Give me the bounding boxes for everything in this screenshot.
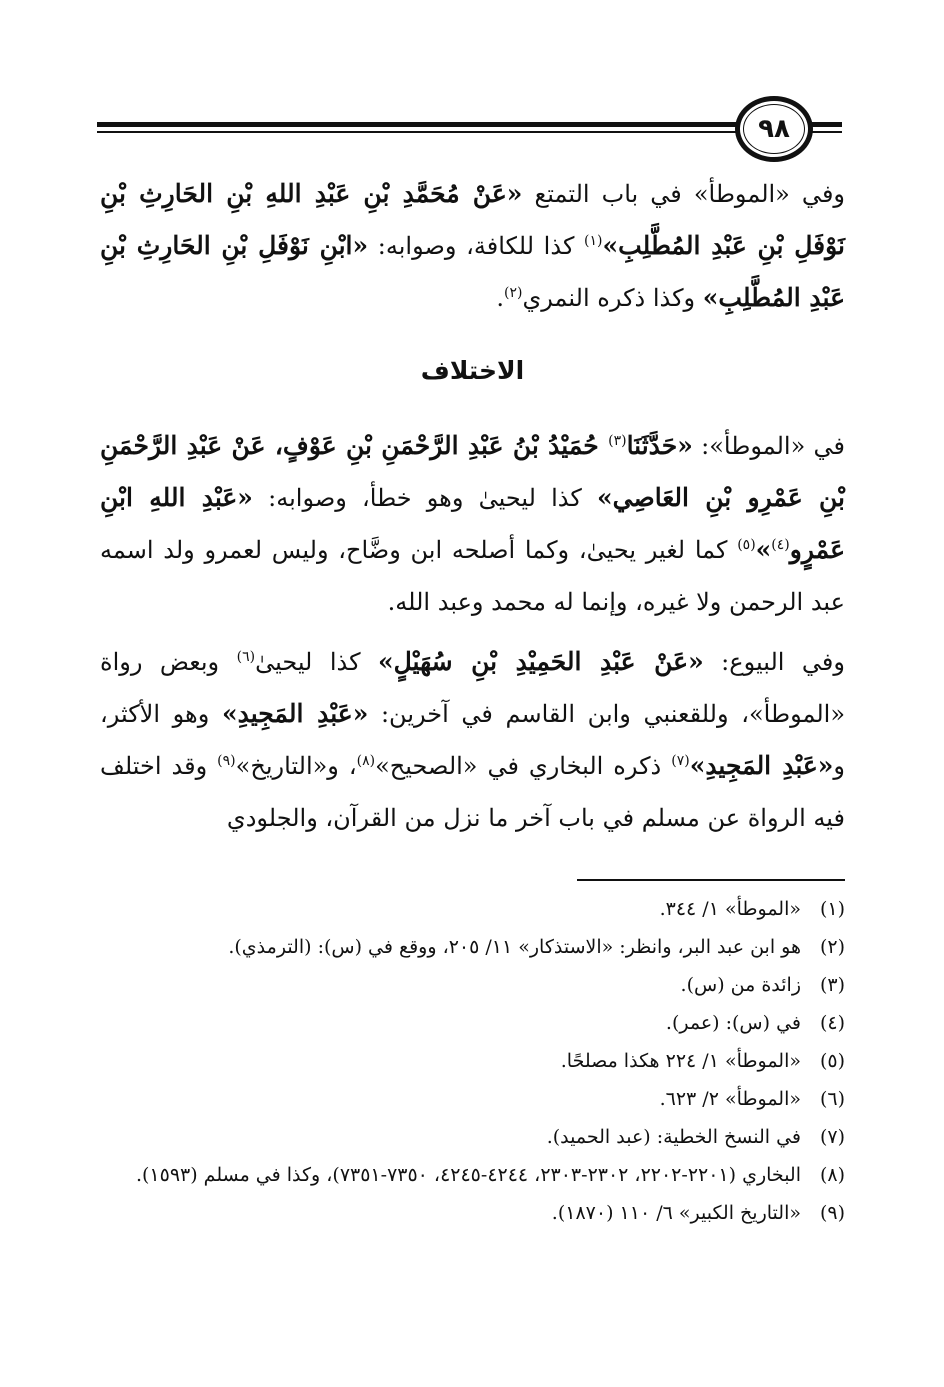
footnote-number: (٧) [819, 1126, 845, 1148]
footnote-ref: (٣) [608, 433, 627, 449]
quoted-hadith: «عَنْ عَبْدِ الحَمِيْدِ بْنِ سُهَيْلٍ» [378, 647, 704, 676]
footnote-item [100, 966, 845, 1004]
footnote-ref: (٧) [671, 753, 690, 769]
footnote-text: في النسخ الخطية: (عبد الحميد). [546, 1126, 801, 1148]
footnote-text: زائدة من (س). [680, 974, 801, 996]
footnote-item [100, 1118, 845, 1156]
text-run: وكذا ذكره النمري [522, 284, 703, 312]
main-text-2 [100, 420, 845, 844]
footnote-item [100, 1194, 845, 1232]
paragraph-3 [100, 636, 845, 844]
text-run: كذا ليحيىٰ وهو خطأ، وصوابه: [252, 484, 598, 512]
quoted-hadith: «عَبْدِ المَجِيدِ» [689, 751, 834, 780]
footnote-text: البخاري (٢٢٠١-٢٢٠٢، ٢٣٠٢-٢٣٠٣، ٤٢٤٤-٤٢٤٥، ٧٣٥٠-٧٣٥١)، وكذا في مسلم (١٥٩٣). [135, 1164, 801, 1186]
footnote-text: «التاريخ الكبير» ٦/ ١١٠ (١٨٧٠). [551, 1202, 801, 1224]
footnote-item [100, 1004, 845, 1042]
footnote-text: «الموطأ» ٢/ ٦٢٣. [659, 1088, 801, 1110]
footnotes-list [100, 890, 845, 1232]
footnote-separator [577, 879, 845, 881]
quoted-hadith: «ابْنِ نَوْفَلِ بْنِ الحَارِثِ بْنِ عَبْدِ المُطَّلِبِ» [100, 231, 845, 312]
footnote-number: (٥) [819, 1050, 845, 1072]
footnote-ref: (١) [584, 233, 603, 249]
header-rule-thick [97, 122, 739, 127]
text-run: ، و«التاريخ» [235, 752, 357, 780]
quoted-hadith: «عَبْدِ المَجِيدِ» [221, 699, 369, 728]
footnote-item [100, 890, 845, 928]
header-rule-thin [97, 131, 739, 133]
text-run: وقد اختلف فيه الرواة عن مسلم في باب آخر ما نزل من القرآن، والجلودي [100, 752, 845, 832]
page-number: ٩٨ [758, 114, 790, 144]
footnote-number: (٤) [819, 1012, 845, 1034]
quoted-hadith: «عَبْدِ اللهِ ابْنِ عَمْرٍو [100, 483, 845, 564]
header-rule-right-thick [810, 122, 842, 127]
quoted-hadith: » [755, 535, 772, 564]
footnote-number: (١) [819, 898, 845, 920]
footnote-item [100, 1042, 845, 1080]
footnote-text: هو ابن عبد البر، وانظر: «الاستذكار» ١١/ ٢٠٥، ووقع في (س): (الترمذي). [228, 936, 801, 958]
header-rule-right-thin [810, 131, 842, 133]
text-run: كما لغير يحيىٰ، وكما أصلحه ابن وضَّاح، وليس لعمرو ولد اسمه عبد الرحمن ولا غيره، وإنما له محمد وعبد الله. [100, 536, 845, 616]
text-run: وفي البيوع: [703, 648, 845, 676]
footnote-ref: (٢) [504, 285, 523, 301]
paragraph-1 [100, 168, 845, 324]
text-run: في «الموطأ»: [692, 432, 846, 460]
footnote-text: في (س): (عمر). [665, 1012, 801, 1034]
quoted-hadith: «عَنْ مُحَمَّدِ بْنِ عَبْدِ اللهِ بْنِ الحَارِثِ بْنِ نَوْفَلِ بْنِ عَبْدِ المُطَّلِبِ» [100, 179, 845, 260]
footnote-text: «الموطأ» ١/ ٢٢٤ هكذا مصلحًا. [560, 1050, 801, 1072]
quoted-hadith: حُمَيْدُ بْنُ عَبْدِ الرَّحْمَنِ بْنِ عَوْفٍ، عَنْ عَبْدِ الرَّحْمَنِ بْنِ عَمْرِو بْنِ العَاصِي» [100, 431, 846, 512]
footnote-item [100, 1080, 845, 1118]
text-run: ذكره البخاري في «الصحيح» [375, 752, 672, 780]
text-run: كذا ليحيىٰ [255, 648, 378, 676]
footnote-ref: (٦) [236, 649, 256, 665]
paragraph-2 [100, 420, 845, 628]
text-run: وهو الأكثر، و [100, 700, 845, 780]
footnote-item [100, 1156, 845, 1194]
text-run: كذا للكافة، وصوابه: [368, 232, 585, 260]
footnote-number: (٨) [819, 1164, 845, 1186]
main-text [100, 168, 845, 324]
footnote-ref: (٨) [356, 753, 376, 769]
section-heading: الاختلاف [420, 356, 525, 385]
footnote-ref: (٥) [737, 537, 756, 553]
footnote-text: «الموطأ» ١/ ٣٤٤. [659, 898, 801, 920]
quoted-hadith: «حَدَّثَنَا [626, 431, 693, 460]
text-run: وفي «الموطأ» في باب التمتع [522, 180, 845, 208]
text-run: . [496, 284, 505, 312]
footnote-ref: (٤) [771, 537, 790, 553]
footnote-item [100, 928, 845, 966]
footnote-number: (٢) [819, 936, 845, 958]
text-run: وبعض رواة «الموطأ»، وللقعنبي وابن القاسم في آخرين: [100, 648, 846, 728]
footnote-ref: (٩) [217, 753, 236, 769]
footnote-number: (٩) [819, 1202, 845, 1224]
page-number-badge [735, 96, 813, 162]
footnote-number: (٣) [819, 974, 845, 996]
footnote-number: (٦) [819, 1088, 845, 1110]
